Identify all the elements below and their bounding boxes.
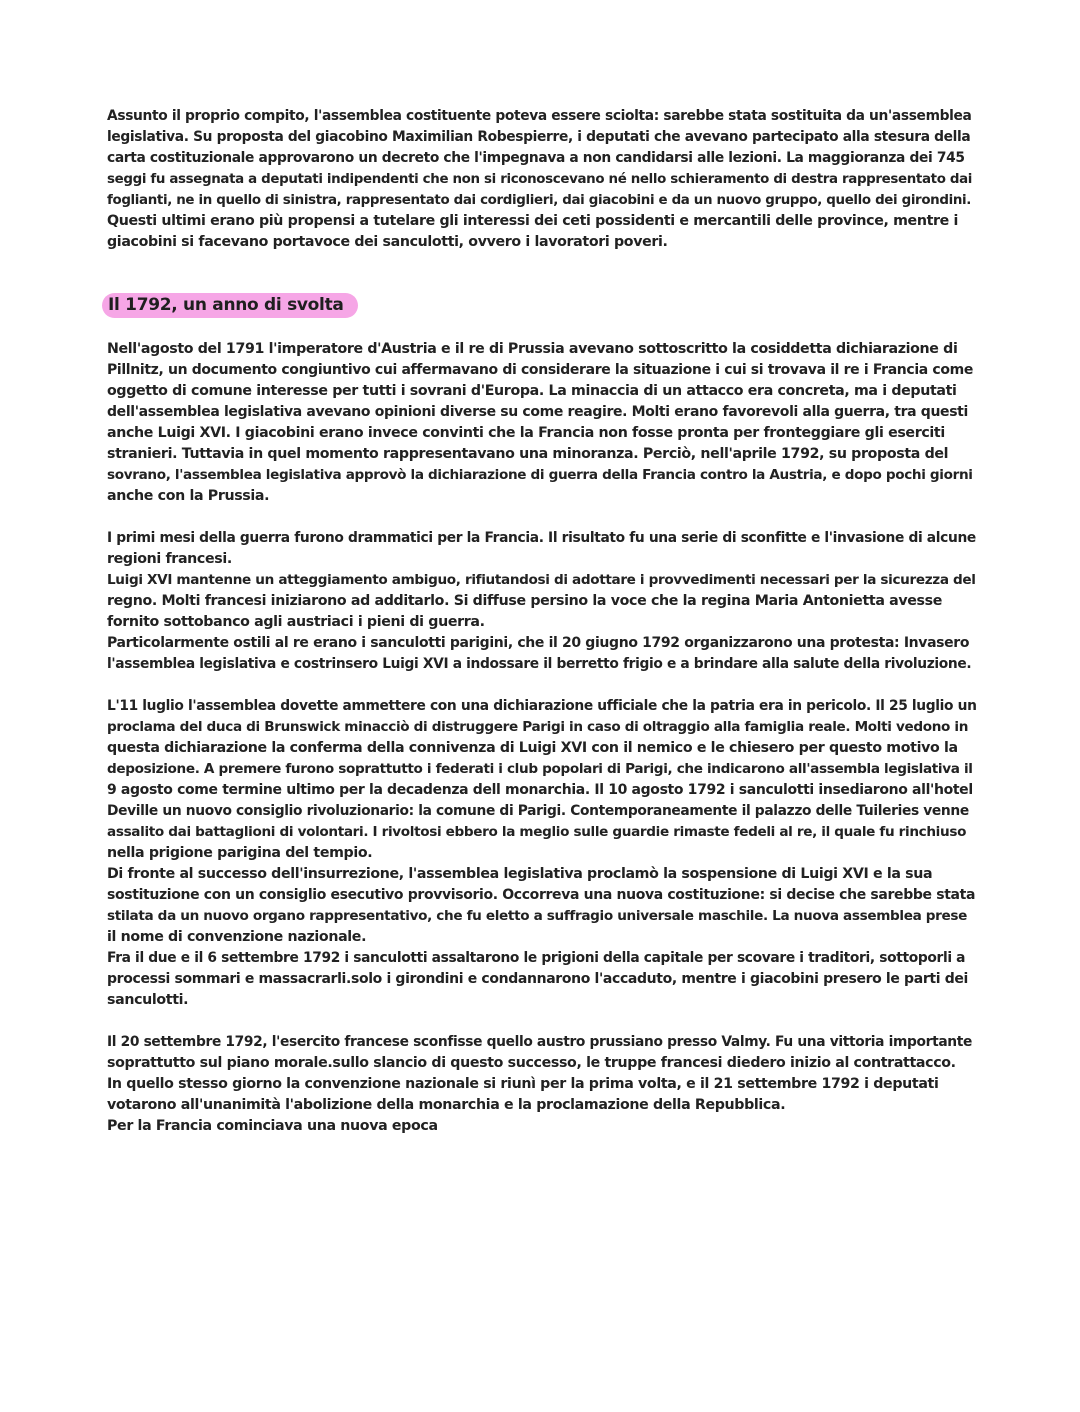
text-line: Pillnitz, un documento congiuntivo cui affermavano di considerare la situazione i cui si trovava il re i Francia come — [107, 362, 974, 378]
text-line: Particolarmente ostili al re erano i sanculotti parigini, che il 20 giugno 1792 organizzarono una protesta: Invasero — [107, 635, 970, 651]
paragraph-patria-in-pericolo — [107, 696, 977, 1011]
text-line: Nell'agosto del 1791 l'imperatore d'Austria e il re di Prussia avevano sottoscritto la cosiddetta dichiarazione di — [107, 341, 958, 357]
text-line: l'assemblea legislativa e costrinsero Luigi XVI a indossare il berretto frigio e a brindare alla salute della rivoluzione. — [107, 656, 972, 672]
paragraph-primi-mesi-guerra — [107, 528, 977, 675]
text-line: assalito dai battaglioni di volontari. I rivoltosi ebbero la meglio sulle guardie rimaste fedeli al re, il quale fu rinchiuso — [107, 824, 967, 840]
text-line: deposizione. A premere furono soprattutto i federati i club popolari di Parigi, che indicarono all'assembla legislativa il — [107, 761, 973, 777]
paragraph-valmy-repubblica — [107, 1032, 977, 1137]
text-line: Di fronte al successo dell'insurrezione, l'assemblea legislativa proclamò la sospensione di Luigi XVI e la sua — [107, 866, 933, 882]
text-line: soprattutto sul piano morale.sullo slancio di questo successo, le truppe francesi diedero inizio al contrattacco. — [107, 1055, 956, 1071]
text-line: seggi fu assegnata a deputati indipendenti che non si riconoscevano né nello schieramento di destra rappresentato dai — [107, 172, 973, 187]
text-line: oggetto di comune interesse per tutti i sovrani d'Europa. La minaccia di un attacco era concreta, ma i deputati — [107, 383, 957, 399]
text-line: regioni francesi. — [107, 551, 232, 567]
text-line: sostituzione con un consiglio esecutivo provvisorio. Occorreva una nuova costituzione: si decise che sarebbe stata — [107, 887, 976, 903]
text-line: sovrano, l'assemblea legislativa approvò la dichiarazione di guerra della Francia contro la Austria, e dopo pochi giorni — [107, 467, 973, 483]
text-line: 9 agosto come termine ultimo per la decadenza dell monarchia. Il 10 agosto 1792 i sanculotti insediarono all'hotel — [107, 782, 973, 798]
text-line: Assunto il proprio compito, l'assemblea costituente poteva essere sciolta: sarebbe stata sostituita da un'assemblea — [107, 108, 972, 124]
text-line: Luigi XVI mantenne un atteggiamento ambiguo, rifiutandosi di adottare i provvedimenti necessari per la sicurezza del — [107, 572, 976, 588]
text-line: fornito sottobanco agli austriaci i pieni di guerra. — [107, 614, 485, 630]
text-line: legislativa. Su proposta del giacobino Maximilian Robespierre, i deputati che avevano partecipato alla stesura della — [107, 129, 971, 145]
paragraph-gap — [107, 507, 977, 528]
paragraph-gap — [107, 1011, 977, 1032]
text-line: In quello stesso giorno la convenzione nazionale si riunì per la prima volta, e il 21 settembre 1792 i deputati — [107, 1076, 939, 1092]
text-line: il nome di convenzione nazionale. — [107, 929, 367, 945]
text-line: sanculotti. — [107, 992, 189, 1008]
text-line: Il 20 settembre 1792, l'esercito francese sconfisse quello austro prussiano presso Valmy. Fu una vittoria importante — [107, 1034, 973, 1050]
section-heading: Il 1792, un anno di svolta — [102, 293, 358, 318]
text-line: anche Luigi XVI. I giacobini erano invece convinti che la Francia non fosse pronta per fronteggiare gli eserciti — [107, 425, 945, 441]
text-line: proclama del duca di Brunswick minacciò di distruggere Parigi in caso di oltraggio alla famiglia reale. Molti vedono in — [107, 719, 969, 735]
text-line: anche con la Prussia. — [107, 488, 270, 504]
text-line: Questi ultimi erano più propensi a tutelare gli interessi dei ceti possidenti e mercantili delle province, mentre i — [107, 213, 959, 229]
text-line: stranieri. Tuttavia in quel momento rappresentavano una minoranza. Perciò, nell'aprile 1792, su proposta del — [107, 446, 949, 462]
text-line: carta costituzionale approvarono un decreto che l'impegnava a non candidarsi alle lezioni. La maggioranza dei 745 — [107, 150, 965, 166]
text-line: foglianti, ne in quello di sinistra, rappresentato dai cordiglieri, dai giacobini e da un nuovo gruppo, quello dei girondini. — [107, 193, 971, 208]
section-heading-wrapper — [102, 293, 977, 318]
text-line: stilata da un nuovo organo rappresentativo, che fu eletto a suffragio universale maschile. La nuova assemblea prese — [107, 908, 968, 924]
text-line: questa dichiarazione la conferma della connivenza di Luigi XVI con il nemico e le chiesero per questo motivo la — [107, 740, 958, 756]
text-line: giacobini si facevano portavoce dei sanculotti, ovvero i lavoratori poveri. — [107, 234, 668, 250]
text-line: Deville un nuovo consiglio rivoluzionario: la comune di Parigi. Contemporaneamente il palazzo delle Tuileries venne — [107, 803, 969, 819]
text-line: votarono all'unanimità l'abolizione della monarchia e la proclamazione della Repubblica. — [107, 1097, 786, 1113]
paragraph-assemblea-costituente — [107, 106, 977, 253]
text-line: processi sommari e massacrarli.solo i girondini e condannarono l'accaduto, mentre i giacobini presero le parti dei — [107, 971, 968, 987]
text-line: I primi mesi della guerra furono drammatici per la Francia. Il risultato fu una serie di sconfitte e l'invasione di alcune — [107, 530, 976, 546]
paragraph-gap — [107, 675, 977, 696]
text-line: Fra il due e il 6 settembre 1792 i sanculotti assaltarono le prigioni della capitale per scovare i traditori, sottoporli a — [107, 950, 966, 966]
paragraph-dichiarazione-pillnitz — [107, 339, 977, 507]
text-line: L'11 luglio l'assemblea dovette ammettere con una dichiarazione ufficiale che la patria era in pericolo. Il 25 luglio un — [107, 698, 977, 714]
text-line: dell'assemblea legislativa avevano opinioni diverse su come reagire. Molti erano favorevoli alla guerra, tra questi — [107, 404, 968, 420]
text-line: regno. Molti francesi iniziarono ad additarlo. Si diffuse persino la voce che la regina Maria Antonietta avesse — [107, 593, 942, 609]
text-line: nella prigione parigina del tempio. — [107, 845, 373, 861]
document-page — [107, 106, 977, 1137]
text-line: Per la Francia cominciava una nuova epoca — [107, 1118, 438, 1134]
